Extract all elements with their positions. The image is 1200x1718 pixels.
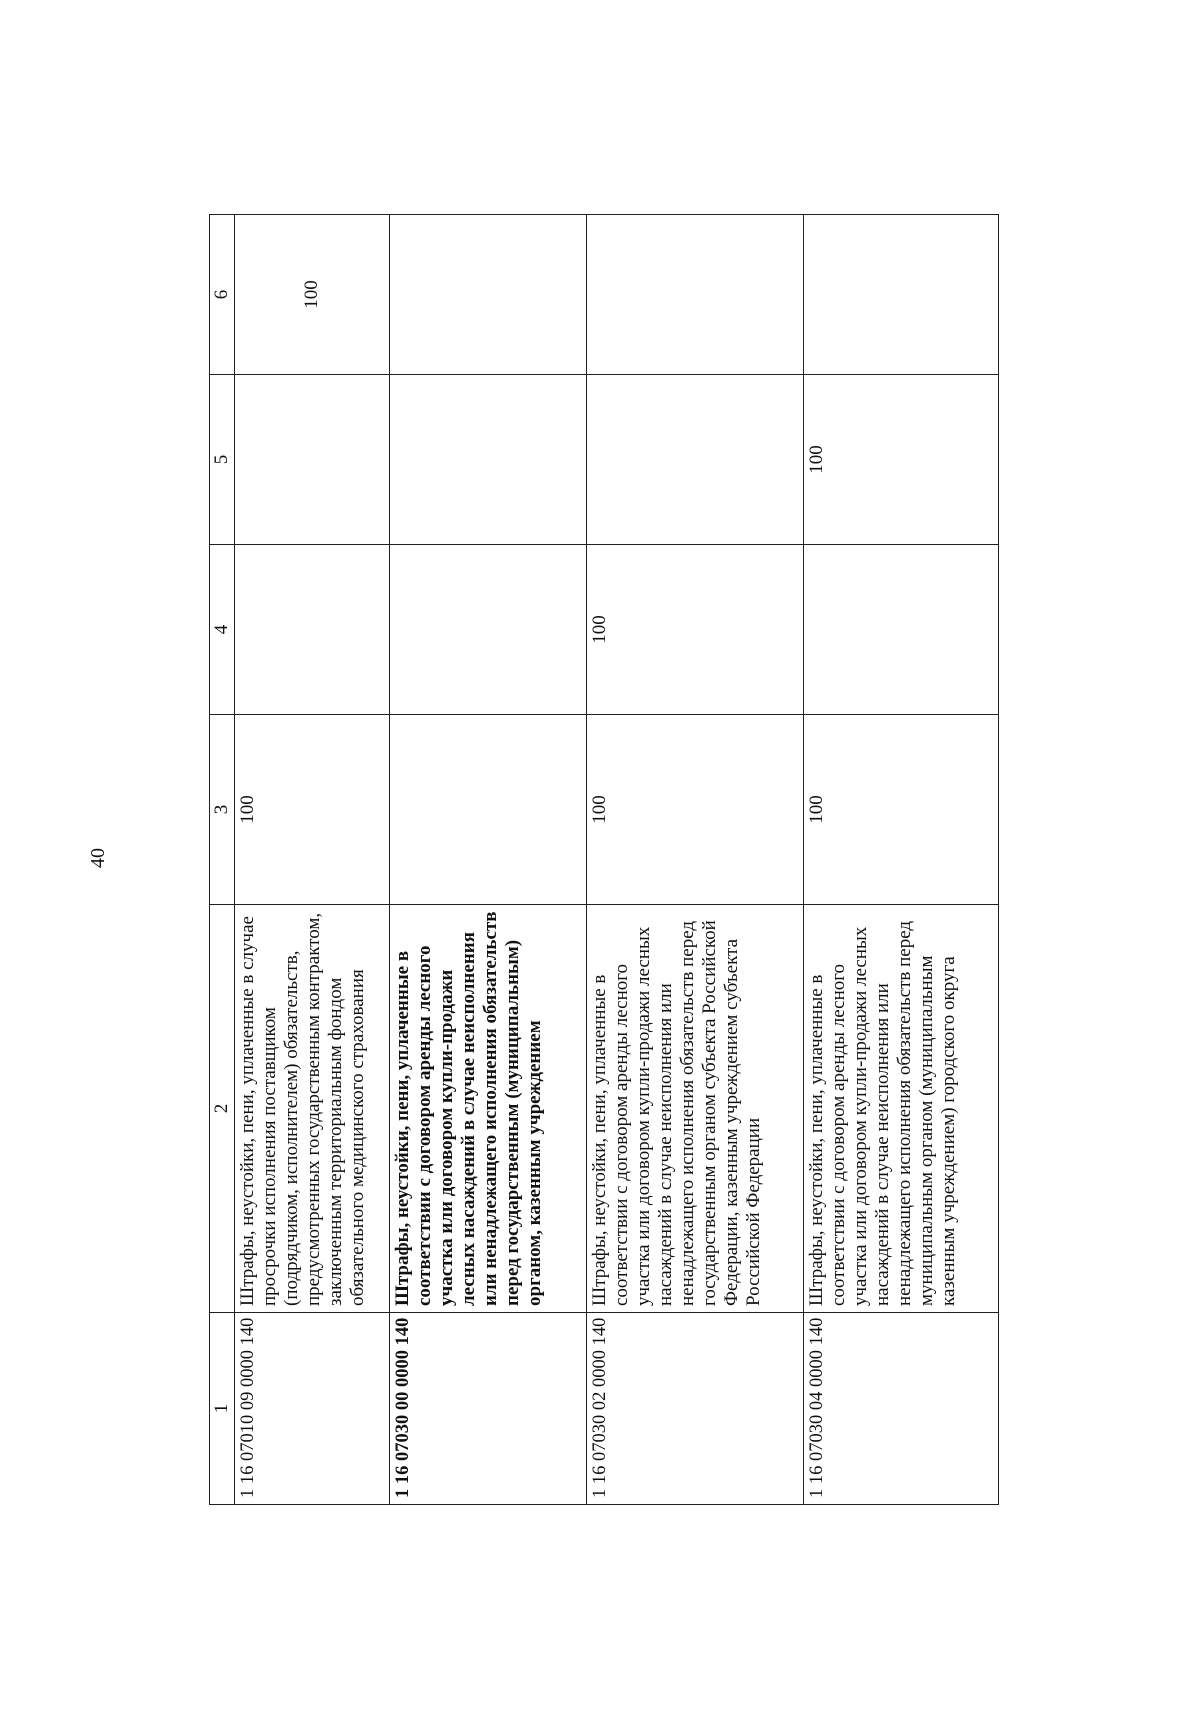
row-value-col4 [803,545,998,715]
column-header-2: 2 [210,905,235,1313]
row-code: 1 16 07030 04 0000 140 [803,1313,998,1505]
row-value-col3: 100 [235,715,390,905]
row-value-col6: 100 [235,215,390,375]
page-number: 40 [87,848,109,868]
table-row [803,215,998,1505]
column-header-4: 4 [210,545,235,715]
row-value-col4: 100 [586,545,803,715]
row-description: Штрафы, неустойки, пени, уплаченные в случае просрочки исполнения поставщиком (подрядчиком, исполнителем) обязательств, предусмотренных государственным контрактом, заключенным территориальным фондом обязательного медицинского страхования [235,905,390,1313]
table-row [586,215,803,1505]
row-value-col3 [389,715,586,905]
row-value-col3: 100 [803,715,998,905]
row-value-col4 [235,545,390,715]
table-row-bold [389,215,586,1505]
row-description: Штрафы, неустойки, пени, уплаченные в соответствии с договором аренды лесного участка или договором купли-продажи лесных насаждений в случае неисполнения или ненадлежащего исполнения обязательств перед государственным органом субъекта Российской Федерации, казенным учреждением субъекта Российской Федерации [586,905,803,1313]
table-header-row [210,215,235,1505]
column-header-5: 5 [210,375,235,545]
row-value-col4 [389,545,586,715]
row-code: 1 16 07010 09 0000 140 [235,1313,390,1505]
revenue-distribution-table [209,214,999,1505]
row-code: 1 16 07030 02 0000 140 [586,1313,803,1505]
rotated-table-container [209,215,999,1505]
row-value-col5 [389,375,586,545]
row-value-col6 [586,215,803,375]
column-header-1: 1 [210,1313,235,1505]
row-value-col6 [803,215,998,375]
row-description: Штрафы, неустойки, пени, уплаченные в соответствии с договором аренды лесного участка или договором купли-продажи лесных насаждений в случае неисполнения или ненадлежащего исполнения обязательств перед государственным (муниципальным) органом, казенным учреждением [389,905,586,1313]
row-value-col5 [586,375,803,545]
table-row [235,215,390,1505]
row-value-col5: 100 [803,375,998,545]
row-value-col5 [235,375,390,545]
column-header-6: 6 [210,215,235,375]
row-value-col3: 100 [586,715,803,905]
row-description: Штрафы, неустойки, пени, уплаченные в соответствии с договором аренды лесного участка или договором купли-продажи лесных насаждений в случае неисполнения или ненадлежащего исполнения обязательств перед муниципальным органом (муниципальным казенным учреждением) городского округа [803,905,998,1313]
row-code: 1 16 07030 00 0000 140 [389,1313,586,1505]
row-value-col6 [389,215,586,375]
column-header-3: 3 [210,715,235,905]
